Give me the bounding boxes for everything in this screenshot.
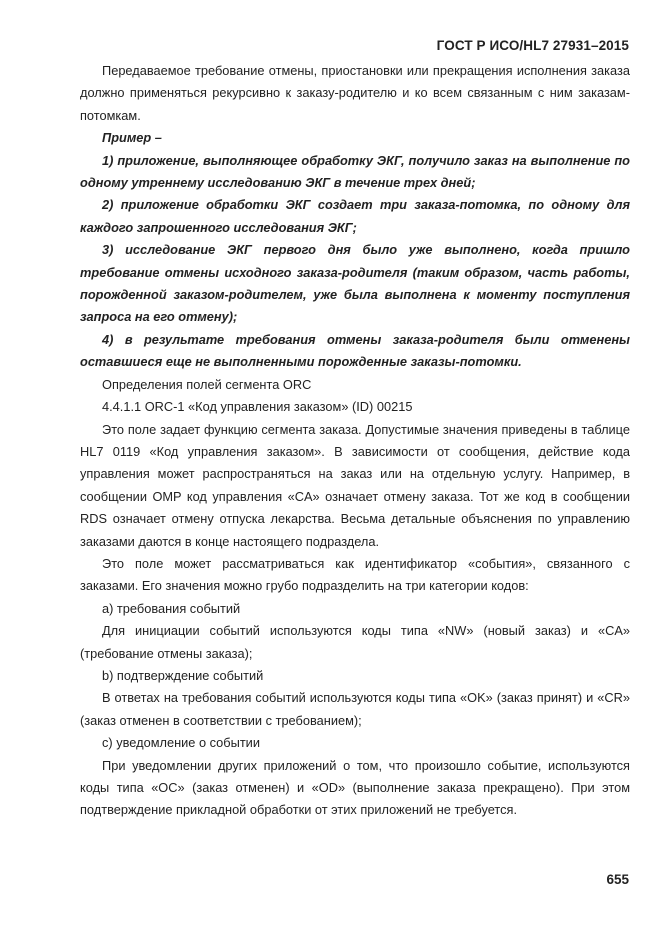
list-item-a: a) требования событий <box>102 600 241 616</box>
example-item-1: 1) приложение, выполняющее обработку ЭКГ, получило заказ на выполнение по одному утреннему исследованию ЭКГ в течение трех дней; <box>80 152 630 191</box>
paragraph-event-requests: Для инициации событий используются коды типа «NW» (новый заказ) и «CA» (требование отмены заказа); <box>80 623 630 661</box>
example-item-2: 2) приложение обработки ЭКГ создает три заказа-потомка, по одному для каждого запрошенного исследования ЭКГ; <box>80 197 630 235</box>
document-body <box>80 60 630 822</box>
paragraph-recursive-cancel: Передаваемое требование отмены, приостановки или прекращения исполнения заказа должно применяться рекурсивно к заказу-родителю и ко всем связанным с ним заказам-потомкам. <box>80 63 630 123</box>
paragraph-orc-1-description: Это поле задает функцию сегмента заказа. Допустимые значения приведены в таблице HL7 0119 «Код управления заказом». В зависимости от сообщения, действие кода управления может распространяться на заказ или на отдельную услугу. Например, в сообщении OMP код управления «CA» означает отмену заказа. Тот же код в сообщении RDS означает отмену отпуска лекарства. Весьма детальные объяснения по управлению заказами даются в конце настоящего подраздела. <box>80 421 630 549</box>
list-item-c: c) уведомление о событии <box>102 735 260 751</box>
list-item-b: b) подтверждение событий <box>102 667 264 683</box>
standard-header: ГОСТ Р ИСО/HL7 27931–2015 <box>436 38 629 53</box>
example-item-3: 3) исследование ЭКГ первого дня было уже выполнено, когда пришло требование отмены исходного заказа-родителя (таким образом, часть работы, порожденной заказом-родителем, уже была выполнена к моменту поступления запроса на его отмену); <box>80 242 630 325</box>
section-title-orc-fields: Определения полей сегмента ORC <box>102 376 312 392</box>
page-number: 655 <box>606 872 629 887</box>
paragraph-event-identifier: Это поле может рассматриваться как идентификатор «события», связанного с заказами. Его значения можно грубо подразделить на три категории кодов: <box>80 555 630 594</box>
paragraph-event-confirmation: В ответах на требования событий используются коды типа «OK» (заказ принят) и «CR» (заказ отменен в соответствии с требованием); <box>80 690 630 728</box>
example-heading: Пример – <box>102 130 162 146</box>
paragraph-event-notification: При уведомлении других приложений о том, что произошло событие, используются коды типа «OC» (заказ отменен) и «OD» (выполнение заказа прекращено). При этом подтверждение прикладной обработки от этих приложений не требуется. <box>80 757 630 818</box>
subsection-heading-orc-1: 4.4.1.1 ORC-1 «Код управления заказом» (ID) 00215 <box>102 399 413 415</box>
example-item-4: 4) в результате требования отмены заказа-родителя были отменены оставшиеся еще не выполненными порожденные заказы-потомки. <box>80 331 630 370</box>
